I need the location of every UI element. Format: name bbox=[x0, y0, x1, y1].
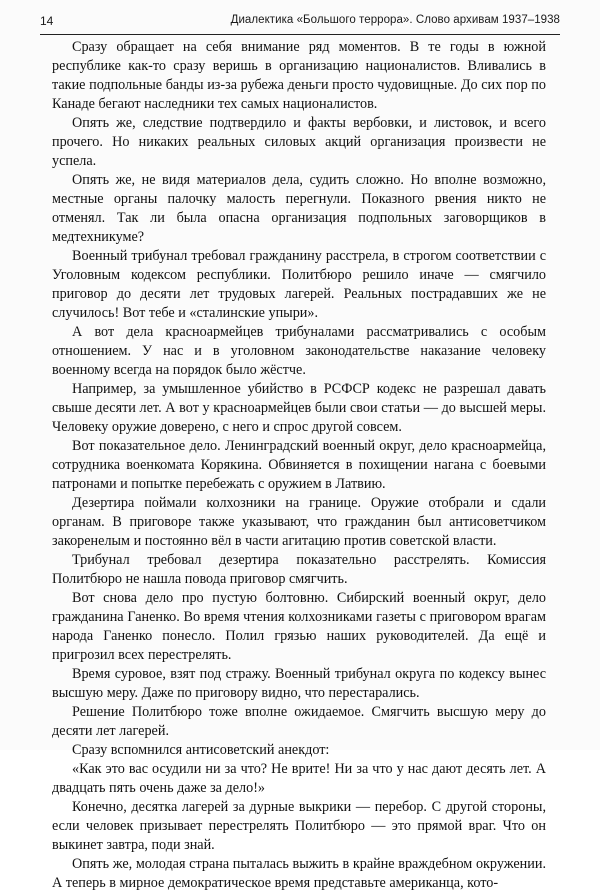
paragraph: Сразу обращает на себя внимание ряд моментов. В те годы в южной республике как-то сразу веришь в организацию националистов. Вливались в такие подпольные банды из-за рубежа деньги просто чудовищные. До сих пор по Канаде бегают наследники тех самых националистов. bbox=[52, 39, 546, 112]
paragraph: Опять же, не видя материалов дела, судить сложно. Но вполне возможно, местные органы палочку малость перегнули. Показного рвения никто не отменял. Так ли была опасна организация подпольных заговорщиков в медтехникуме? bbox=[52, 172, 546, 245]
paragraph: Вот показательное дело. Ленинградский военный округ, дело красноармейца, сотрудника военкомата Корякина. Обвиняется в похищении нагана с боевыми патронами и попытке перебежать с оружием в Латвию. bbox=[52, 438, 546, 492]
quote-paragraph: «Как это вас осудили ни за что? Не врите! Ни за что у нас дают десять лет. А двадцать пять очень даже за дело!» bbox=[52, 761, 546, 796]
body-text bbox=[52, 38, 546, 893]
paragraph: Решение Политбюро тоже вполне ожидаемое. Смягчить высшую меру до десяти лет лагерей. bbox=[52, 704, 546, 739]
running-header bbox=[40, 14, 560, 34]
paragraph: А вот дела красноармейцев трибуналами рассматривались с особым отношением. У нас и в уголовном законодательстве наказание человеку военному всегда на порядок было жёстче. bbox=[52, 324, 546, 378]
page-number: 14 bbox=[40, 14, 54, 28]
paragraph: Дезертира поймали колхозники на границе. Оружие отобрали и сдали органам. В приговоре также указывают, что гражданин был антисоветчиком закоренелым и постоянно вёл в части агитацию против советской власти. bbox=[52, 495, 546, 549]
paragraph: Опять же, молодая страна пыталась выжить в крайне враждебном окружении. А теперь в мирное демократическое время представьте американца, кото- bbox=[52, 856, 546, 891]
paragraph: Трибунал требовал дезертира показательно расстрелять. Комиссия Политбюро не нашла повода приговор смягчить. bbox=[52, 552, 546, 587]
paragraph: Вот снова дело про пустую болтовню. Сибирский военный округ, дело гражданина Ганенко. Во время чтения колхозниками газеты с приговором врагам народа Ганенко понесло. Полил грязью наших руководителей. Да ещё и пригрозил всех перестрелять. bbox=[52, 590, 546, 663]
paragraph: Время суровое, взят под стражу. Военный трибунал округа по кодексу вынес высшую меру. Даже по приговору видно, что перестарались. bbox=[52, 666, 546, 701]
header-rule bbox=[40, 34, 560, 35]
paragraph: Например, за умышленное убийство в РСФСР кодекс не разрешал давать свыше десяти лет. А вот у красноармейцев были свои статьи — до высшей меры. Человеку оружие доверено, с него и спрос другой совсем. bbox=[52, 381, 546, 435]
paragraph: Военный трибунал требовал гражданину расстрела, в строгом соответствии с Уголовным кодексом республики. Политбюро решило иначе — смягчило приговор до десяти лет трудовых лагерей. Реальных пострадавших же не случилось! Вот тебе и «сталинские упыри». bbox=[52, 248, 546, 321]
paragraph: Сразу вспомнился антисоветский анекдот: bbox=[72, 742, 330, 758]
paragraph: Конечно, десятка лагерей за дурные выкрики — перебор. С другой стороны, если человек призывает перестрелять Политбюро — это прямой враг. Что он выкинет завтра, поди знай. bbox=[52, 799, 546, 853]
running-title: Диалектика «Большого террора». Слово архивам 1937–1938 bbox=[230, 14, 560, 26]
paragraph: Опять же, следствие подтвердило и факты вербовки, и листовок, и всего прочего. Но никаких реальных силовых акций организация произвести не успела. bbox=[52, 115, 546, 169]
